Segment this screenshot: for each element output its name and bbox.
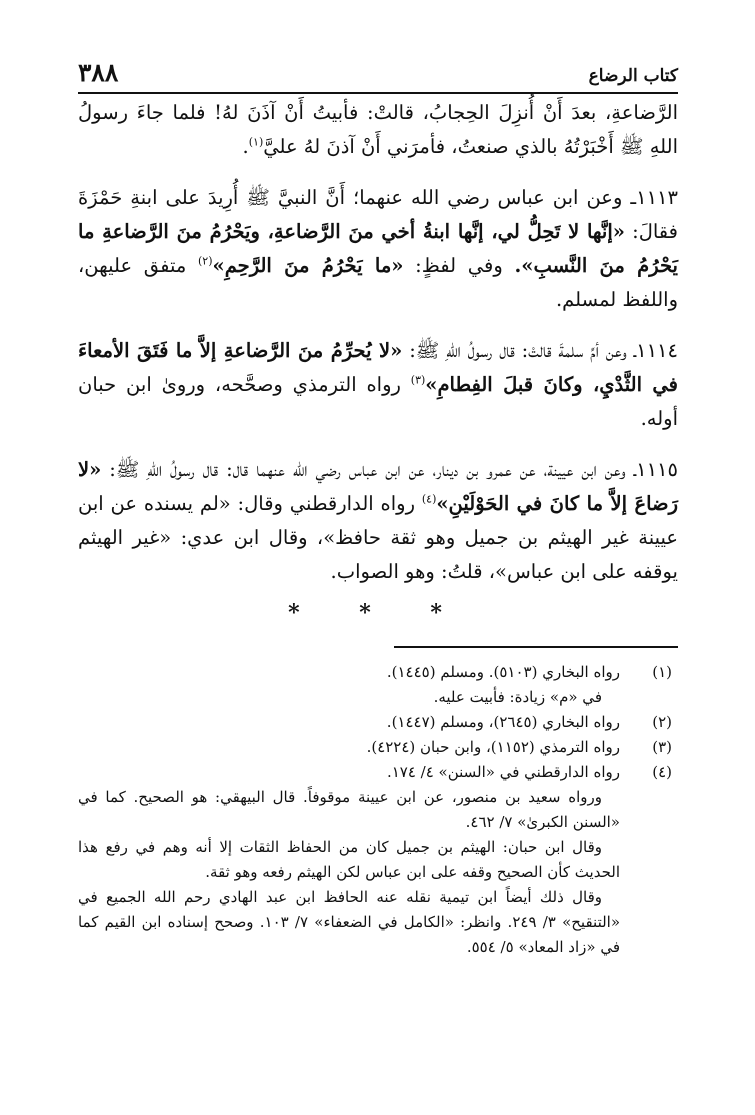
footnotes xyxy=(78,660,678,960)
hadith-1113-variant-label: وفي لفظٍ: xyxy=(403,254,515,277)
page-number: ٣٨٨ xyxy=(78,58,119,87)
hadith-1114-intro: ١١١٤ـ وعن أمِّ سلمةَ قالتْ: قال رسولُ اللهِ ﷺ: xyxy=(402,339,678,362)
footnote-ref-3: (٣) xyxy=(410,373,426,387)
hadith-1115-source: رواه الدارقطني وقال: «لم يسنده عن ابن عيينة غير الهيثم بن جميل وهو ثقة حافظ»، وقال ابن عدي: «غير الهيثم يوقفه على ابن عباس»، قلتُ: وهو الصواب. xyxy=(78,492,678,583)
continuation-paragraph: الرَّضاعةِ، بعدَ أَنْ أُنزِلَ الحِجابُ، قالتْ: فأبيتُ أَنْ آذَنَ لهُ! فلما جاءَ رسولُ اللهِ ﷺ أَخْبَرْتُهُ بالذي صنعتُ، فأمرَني أَنْ آذنَ لهُ عليَّ$^{(١)}$. xyxy=(78,101,678,158)
footnote-4-note-1: ورواه سعيد بن منصور، عن ابن عيينة موقوفاً. قال البيهقي: هو الصحيح. كما في «السنن الكبرىٰ» ٧/ ٤٦٢. xyxy=(78,788,620,831)
footnote-ref-1: (١) xyxy=(248,135,264,149)
chapter-title: كتاب الرضاع xyxy=(588,66,678,86)
hadith-1113-quote: «إنَّها لا تَحِلُّ لي، إنَّها ابنةُ أخي منَ الرَّضاعةِ، ويَحْرُمُ منَ الرَّضاعةِ ما يَحْرُمُ منَ النَّسبِ». xyxy=(78,220,678,277)
main-text xyxy=(78,96,678,606)
hadith-1113-intro: ١١١٣ـ وعن ابن عباس رضي الله عنهما؛ أَنَّ النبيَّ ﷺ أُرِيدَ على ابنةِ حَمْزَةَ فقالَ: xyxy=(78,186,678,243)
footnote-text: رواه الدارقطني في «السنن» ٤/ ١٧٤. xyxy=(386,763,620,781)
hadith-1115-intro: ١١١٥ـ وعن ابن عيينة، عن عمرو بن دينار، عن ابن عباس رضي الله عنهما قال: قال رسولُ اللهِ ﷺ: xyxy=(101,458,678,481)
footnote-text: في «م» زيادة: فأبيت عليه. xyxy=(433,688,602,706)
continuation-text: الرَّضاعةِ، بعدَ أَنْ أُنزِلَ الحِجابُ، قالتْ: فأبيتُ أَنْ آذَنَ لهُ! فلما جاءَ رسولُ اللهِ ﷺ أَخْبَرْتُهُ بالذي صنعتُ، فأمرَني أَنْ آذنَ لهُ عليَّ xyxy=(78,101,678,158)
hadith-1115 xyxy=(78,453,678,589)
footnote-text: رواه البخاري (٥١٠٣). ومسلم (١٤٤٥). xyxy=(386,663,620,681)
section-separator: * * * xyxy=(288,600,468,626)
footnote-4-note-3: وقال ذلك أيضاً ابن تيمية نقله عنه الحافظ ابن عبد الهادي رحم الله الجميع في «التنقيح» ٣/ ٢٤٩. وانظر: «الكامل في الضعفاء» ٧/ ١٠٣. وصحح إسناده ابن القيم كما في «زاد المعاد» ٥/ ٥٥٤. xyxy=(78,888,621,956)
footnote-number: (٣) xyxy=(652,738,672,756)
footnote-3 xyxy=(78,735,678,760)
footnote-1 xyxy=(78,660,678,685)
hadith-1113-variant: «ما يَحْرُمُ منَ الرَّحِمِ» xyxy=(212,254,404,277)
footnote-ref-4: (٤) xyxy=(421,492,437,506)
header-rule xyxy=(78,92,678,94)
hadith-1114 xyxy=(78,334,678,436)
footnote-number: (٢) xyxy=(652,713,672,731)
hadith-1114-source: رواه الترمذي وصحَّحه، وروىٰ ابن حبان أوله. xyxy=(78,373,678,430)
footnote-4-note-2: وقال ابن حبان: الهيثم بن جميل كان من الحفاظ الثقات إلا أنه وهم في رفع هذا الحديث كأن الصحيح وقفه على ابن عباس لكن الهيثم رفعه وهو ثقة. xyxy=(78,838,620,881)
footnote-rule xyxy=(394,646,678,648)
hadith-1115-quote: «لا رَضاعَ إلاَّ ما كانَ في الحَوْلَيْنِ» xyxy=(78,458,678,515)
footnote-4 xyxy=(78,760,678,785)
footnote-number: (١) xyxy=(652,663,672,681)
footnote-ref-2: (٢) xyxy=(197,254,213,268)
hadith-1114-quote: «لا يُحرِّمُ منَ الرَّضاعةِ إلاَّ ما فَتَقَ الأمعاءَ في الثَّدْيِ، وكانَ قبلَ الفِطامِ» xyxy=(78,339,679,396)
footnote-2 xyxy=(78,710,678,735)
hadith-1113 xyxy=(78,181,678,317)
footnote-text: رواه البخاري (٢٦٤٥)، ومسلم (١٤٤٧). xyxy=(386,713,620,731)
hadith-1113-source: متفق عليهن، واللفظ لمسلم. xyxy=(78,254,678,311)
footnote-number: (٤) xyxy=(652,763,672,781)
page-header xyxy=(78,58,678,88)
footnote-1-note xyxy=(78,685,678,710)
footnote-text: رواه الترمذي (١١٥٢)، وابن حبان (٤٢٢٤). xyxy=(366,738,620,756)
